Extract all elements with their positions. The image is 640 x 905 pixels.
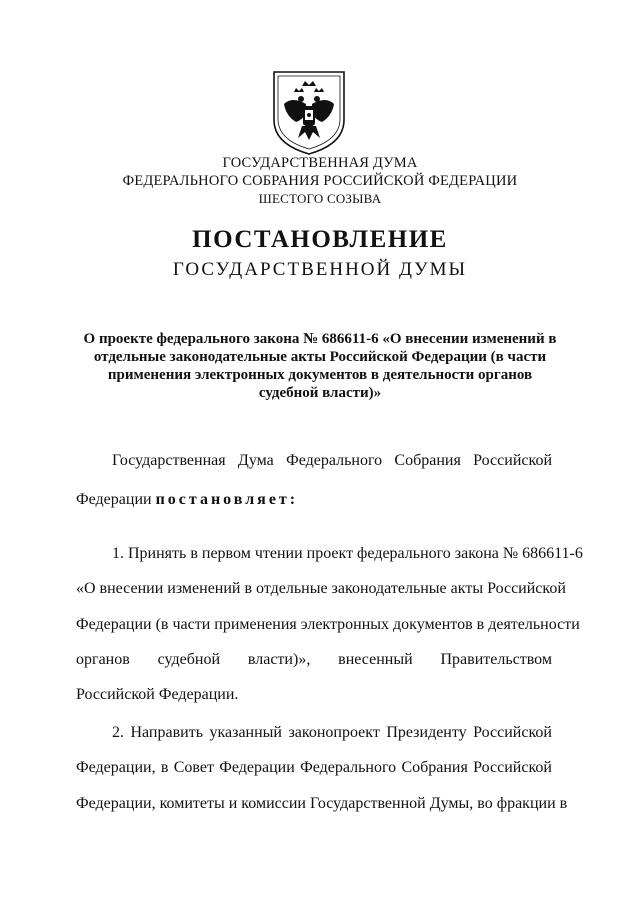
paragraph-2-line: Федерации, в Совет Федерации Федерального Собрания Российской [76, 759, 552, 776]
paragraph-1-line: Федерации (в части применения электронных документов в деятельности [76, 616, 580, 633]
paragraph-1-line: органов судебной власти)», внесенный Правительством [76, 651, 552, 668]
subject-line: отдельные законодательные акты Российской Федерации (в части [93, 349, 547, 365]
subject-line: судебной власти)» [258, 385, 382, 401]
paragraph-1-line: 1. Принять в первом чтении проект федерального закона № 686611-6 [112, 545, 583, 562]
resolves-word: постановляет: [155, 491, 299, 508]
header-line-3: ШЕСТОГО СОЗЫВА [258, 191, 382, 206]
paragraph-2-line: Федерации, комитеты и комиссии Государственной Думы, во фракции в [76, 795, 568, 812]
document-subtitle: ГОСУДАРСТВЕННОЙ ДУМЫ [172, 259, 468, 280]
document-title: ПОСТАНОВЛЕНИЕ [192, 226, 448, 253]
preamble-line: Государственная Дума Федерального Собрания Российской [112, 452, 552, 469]
preamble-line [76, 491, 552, 509]
header-line-1: ГОСУДАРСТВЕННАЯ ДУМА [222, 155, 418, 171]
subject-line: применения электронных документов в деятельности органов [107, 367, 533, 383]
paragraph-2-line: 2. Направить указанный законопроект Президенту Российской [112, 724, 552, 741]
coat-of-arms-icon [272, 70, 346, 156]
header-line-2: ФЕДЕРАЛЬНОГО СОБРАНИЯ РОССИЙСКОЙ ФЕДЕРАЦИИ [122, 173, 518, 189]
paragraph-1-line: «О внесении изменений в отдельные законодательные акты Российской [76, 580, 566, 597]
paragraph-1-line: Российской Федерации. [76, 686, 239, 703]
subject-line: О проекте федерального закона № 686611-6 «О внесении изменений в [83, 331, 557, 347]
preamble-text: Федерации [76, 491, 156, 508]
